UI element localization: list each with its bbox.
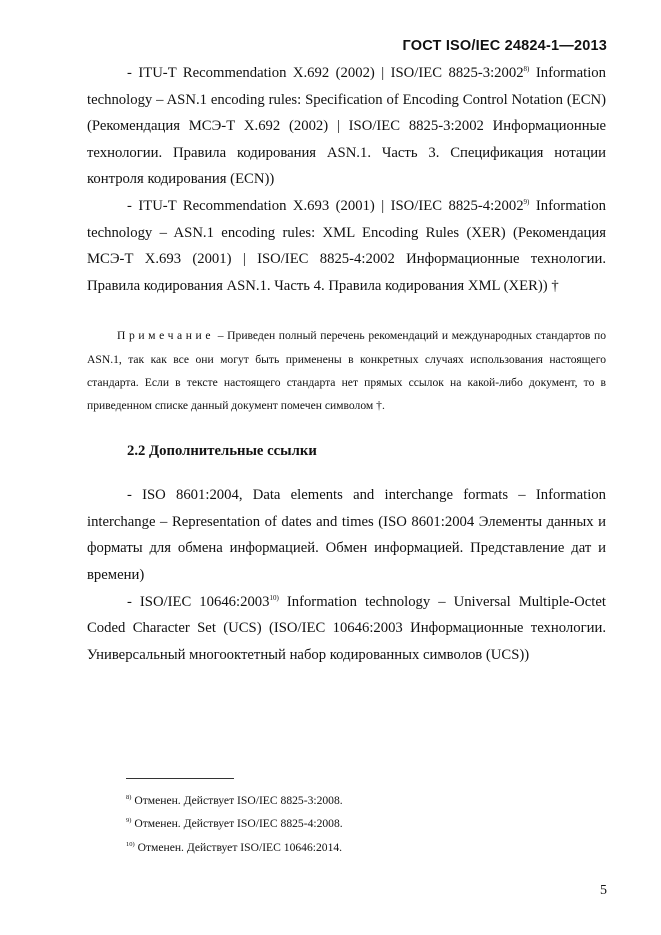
reference-text: - ISO 8601:2004, Data elements and interchange formats – Information interchange – Representation of dates and times (ISO 8601:2004 Элементы данных и форматы для обмена информацией. Обмен информацией. Представление дат и времени) bbox=[87, 487, 606, 583]
footnote-8 bbox=[126, 789, 606, 812]
page-content bbox=[87, 60, 606, 668]
footnote-marker: 8) bbox=[523, 65, 530, 73]
reference-text: - ITU-T Recommendation X.693 (2001) | ISO/IEC 8825-4:2002 bbox=[127, 197, 524, 214]
footnote-marker: 9) bbox=[126, 817, 132, 825]
footnote-text: Отменен. Действует ISO/IEC 8825-4:2008. bbox=[131, 817, 343, 831]
page-number: 5 bbox=[600, 883, 607, 898]
footnote-marker: 8) bbox=[126, 794, 132, 801]
footnotes bbox=[126, 789, 606, 859]
reference-iso8601 bbox=[87, 482, 606, 588]
note-paragraph bbox=[87, 324, 606, 417]
reference-x693 bbox=[87, 193, 606, 299]
footnote-marker: 10) bbox=[269, 593, 279, 602]
footnote-text: Отменен. Действует ISO/IEC 10646:2014. bbox=[134, 840, 343, 854]
reference-text-continued: Information technology – ASN.1 encoding rules: Specification of Encoding Control Notation (ECN) (Рекомендация МСЭ-Т X.692 (2002) | ISO/IEC 8825-3:2002 Информационные технологии. Правила кодирования ASN.1. Часть 3. Спецификация нотации контроля кодирования (ECN)) bbox=[87, 65, 606, 188]
reference-x692 bbox=[87, 60, 606, 193]
footnote-10 bbox=[126, 836, 606, 859]
footnote-9 bbox=[126, 812, 606, 835]
reference-iso10646 bbox=[87, 589, 606, 669]
reference-text-continued: Information technology – Universal Multiple-Octet Coded Character Set (UCS) (ISO/IEC 10646:2003 Информационные технологии. Универсальный многооктетный набор кодированных символов (UCS)) bbox=[87, 593, 606, 663]
footnote-separator bbox=[126, 778, 234, 779]
reference-text-continued: Information technology – ASN.1 encoding rules: XML Encoding Rules (XER) (Рекомендация МСЭ-Т X.693 (2001) | ISO/IEC 8825-4:2002 Информационные технологии. Правила кодирования ASN.1. Часть 4. Правила кодирования XML (XER)) † bbox=[87, 197, 606, 294]
document-header: ГОСТ ISO/IEC 24824-1—2013 bbox=[402, 38, 607, 54]
note-text: – Приведен полный перечень рекомендаций и международных стандартов по ASN.1, так как все они могут быть применены в конкретных случаях использования настоящего стандарта. Если в тексте настоящего стандарта нет прямых ссылок на какой-либо документ, то в приведенном списке данный документ помечен символом †. bbox=[87, 329, 606, 412]
footnote-marker: 10) bbox=[126, 840, 135, 848]
footnote-marker: 9) bbox=[523, 197, 530, 206]
section-heading: 2.2 Дополнительные ссылки bbox=[127, 443, 317, 460]
reference-text: - ITU-T Recommendation X.692 (2002) | ISO/IEC 8825-3:2002 bbox=[127, 65, 524, 81]
note-label: Примечание bbox=[117, 329, 215, 343]
footnote-text: Отменен. Действует ISO/IEC 8825-3:2008. bbox=[131, 794, 343, 807]
reference-text: - ISO/IEC 10646:2003 bbox=[127, 593, 270, 610]
